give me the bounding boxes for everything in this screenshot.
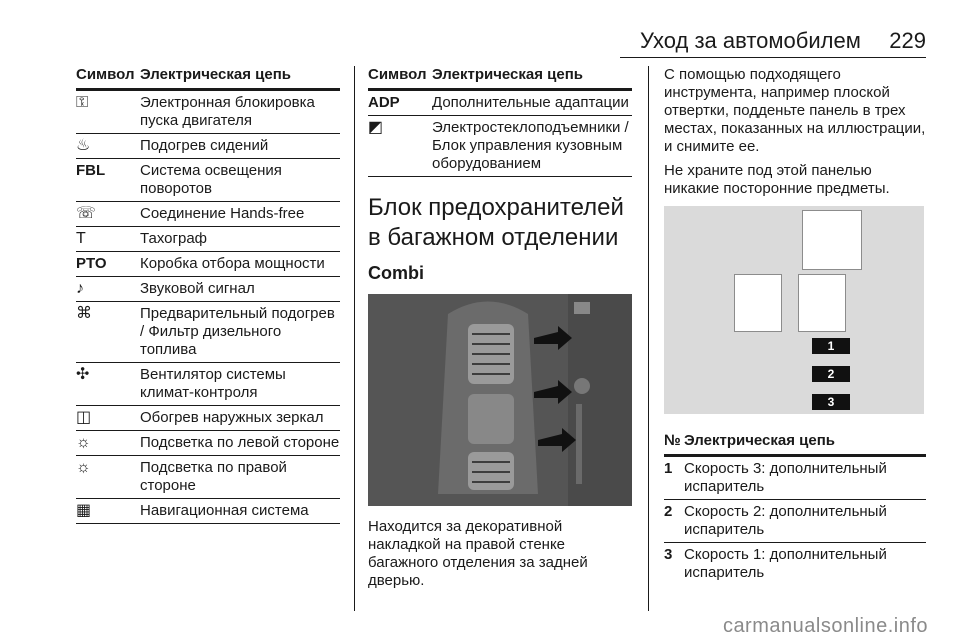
heated-mirror-icon: ◫ [76, 409, 92, 426]
symbol-cell [76, 280, 140, 298]
left-light-icon: ☼ [76, 434, 91, 451]
circuit-text: Предварительный подогрев / Фильтр дизельного топлива [140, 305, 335, 358]
symbol-cell [76, 409, 140, 427]
fuse-symbol-table-2 [368, 66, 632, 590]
fuse-slot [802, 210, 862, 270]
page-header [640, 26, 926, 58]
table-row [76, 363, 340, 406]
section-heading: Блок предохранителей в багажном отделении [368, 194, 624, 251]
fuse-symbol-table-1 [76, 66, 340, 524]
horn-icon: ♪ [76, 280, 84, 297]
fuse-number: 1 [664, 460, 673, 477]
fuse-box-diagram [664, 206, 924, 414]
circuit-text: Звуковой сигнал [140, 280, 255, 297]
table-row [664, 500, 926, 543]
fuse-box-section [664, 66, 926, 585]
symbol-cell [76, 459, 140, 495]
header-circuit: Электрическая цепь [432, 66, 584, 83]
circuit-text: Дополнительные адаптации [432, 94, 629, 111]
watermark: carmanualsonline.info [722, 615, 928, 637]
circuit-text: Коробка отбора мощности [140, 255, 325, 272]
circuit-text: Навигационная система [140, 502, 309, 519]
circuit-text: Электростеклоподъемники / Блок управления кузовным оборудованием [432, 119, 629, 172]
symbol-code: FBL [76, 162, 106, 179]
circuit-text: Обогрев наружных зеркал [140, 409, 324, 426]
fuse-number: 2 [664, 503, 673, 520]
power-window-icon: ◩ [368, 119, 384, 136]
key-immobilizer-icon: ⚿ [76, 94, 89, 111]
table-row [76, 431, 340, 456]
location-caption: Находится за декоративной накладкой на правой стенке багажного отделения за задней дверью. [368, 518, 588, 589]
symbol-cell [76, 94, 140, 130]
page-title: Уход за автомобилем [640, 28, 861, 53]
fuse-slot [798, 274, 846, 332]
symbol-code: ADP [368, 94, 400, 111]
symbol-cell [76, 205, 140, 223]
table-row [664, 543, 926, 585]
fuse-label: 3 [812, 394, 850, 410]
header-rule [620, 57, 926, 58]
table-row [76, 302, 340, 363]
symbol-cell [76, 230, 140, 248]
fuse-label: 2 [812, 366, 850, 382]
symbol-cell [76, 137, 140, 155]
header-circuit: Электрическая цепь [684, 432, 836, 449]
circuit-text: Вентилятор системы климат-контроля [140, 366, 286, 401]
navigation-icon: ▦ [76, 502, 92, 519]
section-subheading: Combi [368, 263, 424, 283]
symbol-code: PTO [76, 255, 107, 272]
symbol-cell [76, 502, 140, 520]
header-symbol: Символ [76, 66, 135, 83]
fan-icon: ✣ [76, 366, 90, 383]
column-divider [648, 66, 649, 611]
table-row [368, 91, 632, 116]
header-circuit: Электрическая цепь [140, 66, 292, 83]
page-number: 229 [889, 28, 926, 53]
circuit-text: Скорость 1: дополнительный испаритель [684, 546, 887, 581]
symbol-cell [76, 434, 140, 452]
table-header [368, 66, 632, 91]
circuit-text: Подогрев сидений [140, 137, 269, 154]
table-row [76, 406, 340, 431]
circuit-text: Электронная блокировка пуска двигателя [140, 94, 315, 129]
table-row [368, 116, 632, 177]
right-light-icon: ☼ [76, 459, 91, 476]
column-divider [354, 66, 355, 611]
fuse-panel-photo [368, 294, 632, 506]
diesel-preheat-icon: ⌘ [76, 305, 92, 322]
circuit-text: Скорость 2: дополнительный испаритель [684, 503, 887, 538]
hands-free-icon: ☏ [76, 205, 97, 222]
storage-warning: Не храните под этой панелью никакие посторонние предметы. [664, 162, 890, 197]
circuit-text: Подсветка по правой стороне [140, 459, 287, 494]
table-row [664, 457, 926, 500]
fuse-number: 3 [664, 546, 673, 563]
table-row [76, 91, 340, 134]
table-row [76, 277, 340, 302]
circuit-text: Соединение Hands-free [140, 205, 305, 222]
table-header [76, 66, 340, 91]
symbol-cell [368, 119, 432, 173]
circuit-text: Тахограф [140, 230, 208, 247]
header-symbol: Символ [368, 66, 427, 83]
header-number: № [664, 432, 681, 449]
heated-seat-icon: ♨ [76, 137, 91, 154]
symbol-cell [76, 366, 140, 402]
table-header [664, 432, 926, 457]
table-row [76, 159, 340, 202]
table-row [76, 499, 340, 524]
table-row [76, 134, 340, 159]
table-row [76, 252, 340, 277]
table-row [76, 202, 340, 227]
removal-instructions: С помощью подходящего инструмента, например плоской отвертки, подденьте панель в трех местах, показанных на иллюстрации, и снимите ее. [664, 66, 926, 155]
circuit-text: Система освещения поворотов [140, 162, 282, 197]
circuit-text: Подсветка по левой стороне [140, 434, 340, 451]
table-row [76, 227, 340, 252]
fuse-slot [734, 274, 782, 332]
circuit-text: Скорость 3: дополнительный испаритель [684, 460, 887, 495]
table-row [76, 456, 340, 499]
tachograph-icon: T [76, 230, 86, 247]
fuse-label: 1 [812, 338, 850, 354]
symbol-cell [76, 305, 140, 359]
